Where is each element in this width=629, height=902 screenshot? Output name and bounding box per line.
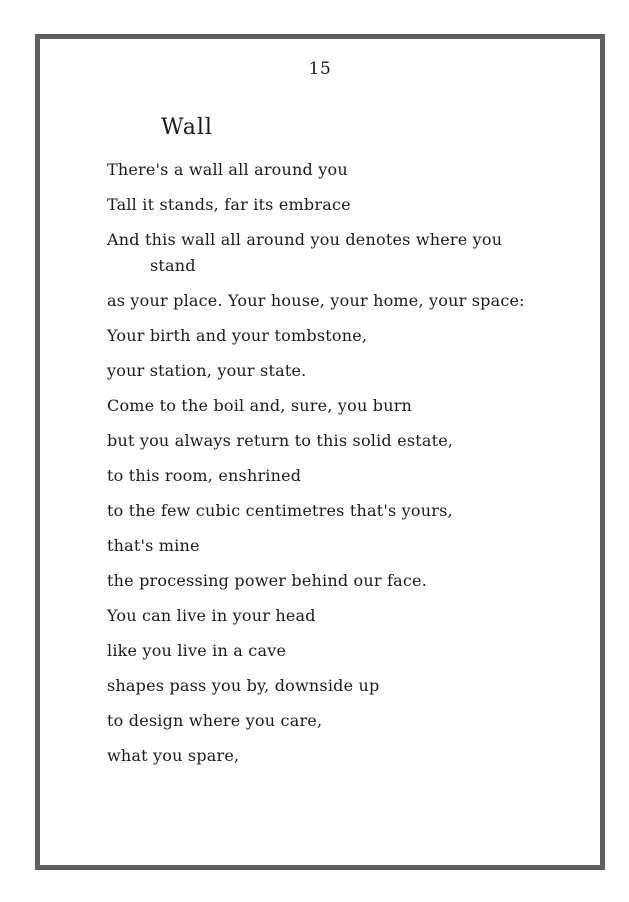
poem-line: Tall it stands, far its embrace	[107, 195, 351, 214]
page-frame	[35, 34, 605, 870]
poem-line: the processing power behind our face.	[107, 571, 428, 590]
poem-line: to design where you care,	[107, 711, 323, 730]
page-number: 15	[308, 59, 332, 79]
poem-line: but you always return to this solid estate,	[107, 431, 454, 450]
poem-line: Come to the boil and, sure, you burn	[107, 396, 413, 415]
poem-line: as your place. Your house, your home, your space:	[107, 291, 525, 310]
poem-line: like you live in a cave	[107, 641, 287, 660]
poem-body	[107, 157, 537, 778]
poem-line: what you spare,	[107, 746, 240, 765]
poem-line: You can live in your head	[107, 606, 316, 625]
poem-line: And this wall all around you denotes where you stand	[107, 230, 503, 275]
poem-line: that's mine	[107, 536, 200, 555]
poem-line: There's a wall all around you	[107, 160, 348, 179]
poem-line: your station, your state.	[107, 361, 307, 380]
poem-title: Wall	[161, 115, 213, 140]
poem-line: to the few cubic centimetres that's yours,	[107, 501, 453, 520]
poem-line: shapes pass you by, downside up	[107, 676, 380, 695]
poem-line: to this room, enshrined	[107, 466, 302, 485]
poem-line: Your birth and your tombstone,	[107, 326, 368, 345]
